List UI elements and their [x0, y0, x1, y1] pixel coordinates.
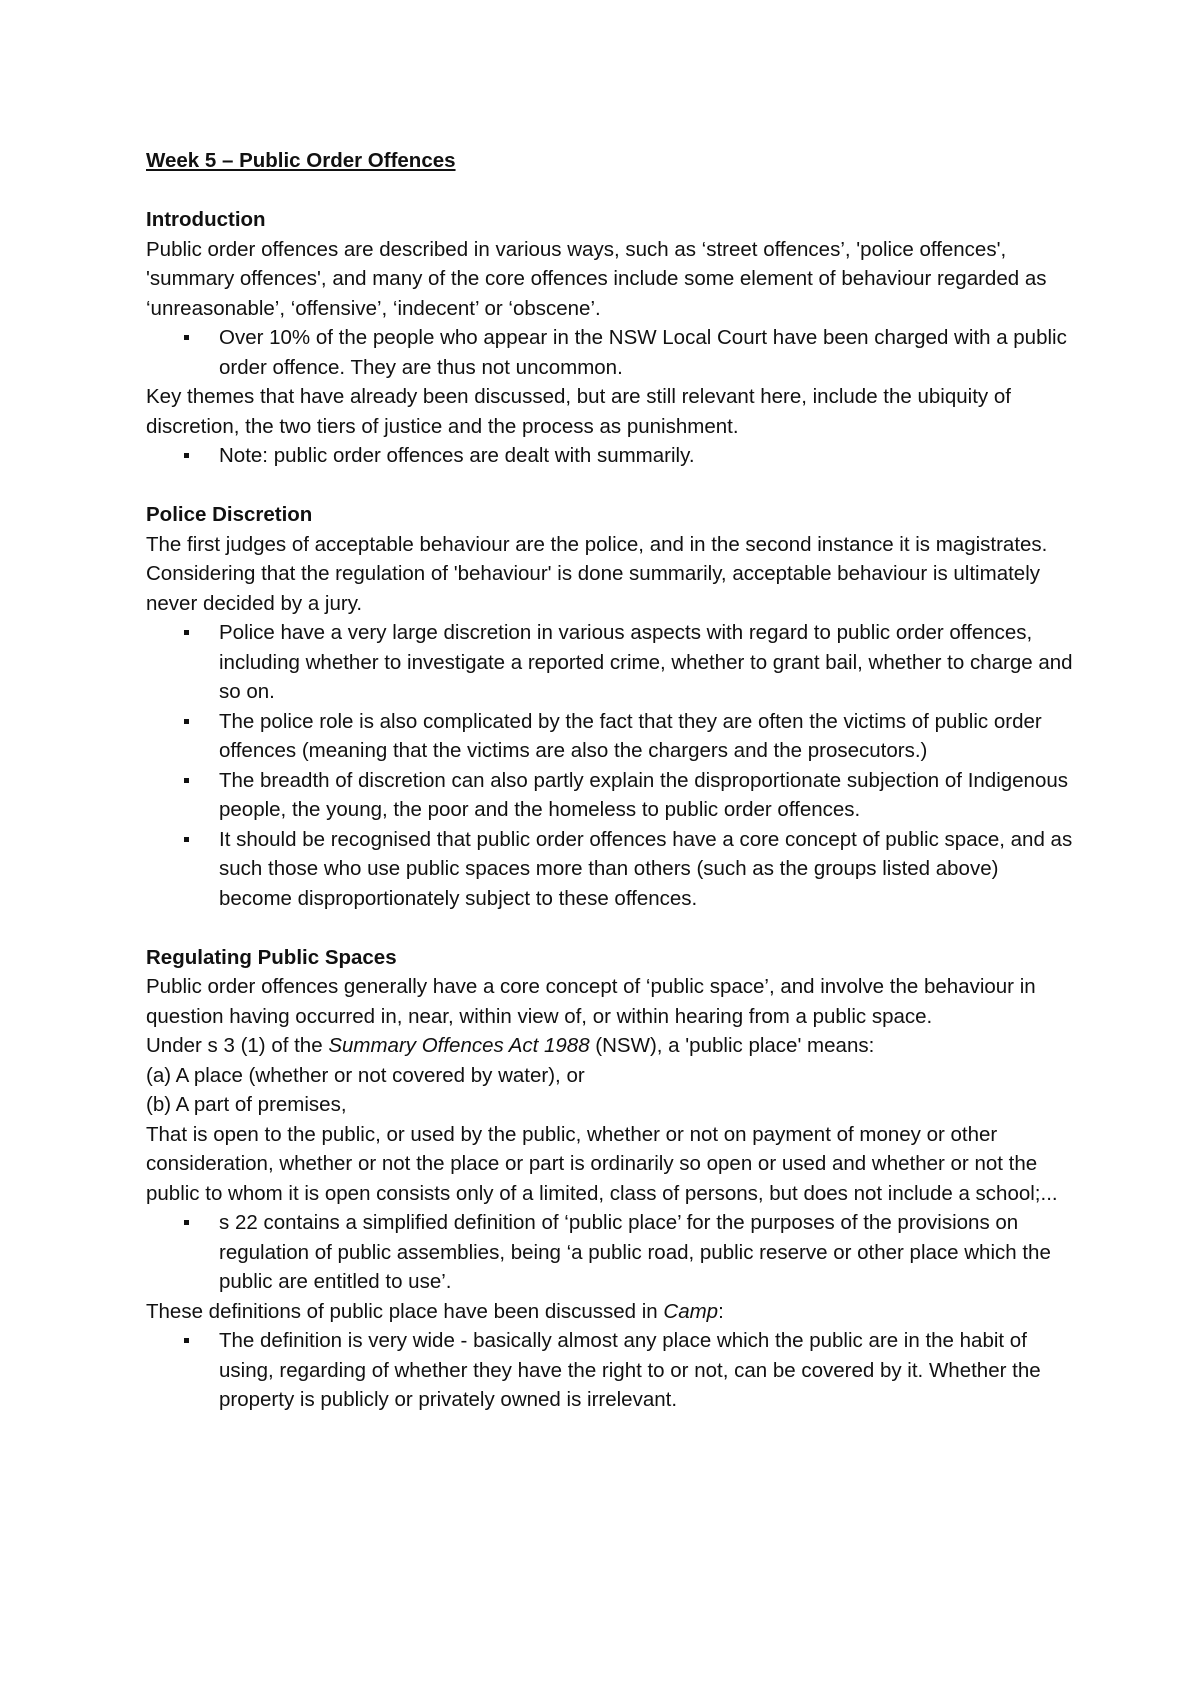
list-item-text: It should be recognised that public order offences have a core concept of public space, and as such those who use public spaces more than others (such as the groups listed above) become disproportionately subject to these offences.	[219, 827, 1073, 910]
section-regulating-public-spaces	[146, 943, 1076, 1415]
spacer	[146, 471, 1076, 501]
police-paragraph: The first judges of acceptable behaviour are the police, and in the second instance it is magistrates. Considering that the regulation of 'behaviour' is done summarily, acceptable behaviour is ultimately never decided by a jury.	[146, 532, 1048, 615]
camp-reference	[146, 1297, 1076, 1327]
list-item-text: Over 10% of the people who appear in the NSW Local Court have been charged with a public order offence. They are thus not uncommon.	[219, 326, 1067, 379]
list-item-text: The definition is very wide - basically almost any place which the public are in the habit of using, regarding of whether they have the right to or not, can be covered by it. Whether the property is publicly or privately owned is irrelevant.	[219, 1329, 1041, 1411]
list-item	[146, 766, 1076, 825]
spacer	[146, 913, 1076, 943]
list-item-text: The breadth of discretion can also partly explain the disproportionate subjection of Indigenous people, the young, the poor and the homeless to public order offences.	[219, 768, 1069, 821]
square-bullet-icon	[184, 1338, 189, 1343]
statute-prefix: Under s 3 (1) of the	[146, 1034, 329, 1057]
section-heading-introduction: Introduction	[146, 208, 266, 231]
spacer	[146, 176, 1076, 206]
statute-act-name: Summary Offences Act 1988	[328, 1034, 590, 1057]
spaces-paragraph-2: That is open to the public, or used by the public, whether or not on payment of money or other consideration, whether or not the place or part is ordinarily so open or used and whether or not the public to whom it is open consists only of a limited, class of persons, but does not include a school;...	[146, 1122, 1058, 1205]
camp-prefix: These definitions of public place have been discussed in	[146, 1299, 664, 1323]
section-police-discretion	[146, 500, 1076, 913]
document-page	[146, 146, 1076, 1415]
list-item	[146, 323, 1076, 382]
definition-item-a: (a) A place (whether or not covered by water), or	[146, 1063, 585, 1087]
square-bullet-icon	[184, 453, 189, 458]
police-bullet-list	[146, 618, 1076, 913]
section-introduction	[146, 205, 1076, 471]
section-heading-regulating-public-spaces: Regulating Public Spaces	[146, 945, 397, 969]
list-item	[146, 441, 1076, 471]
spaces-paragraph-1: Public order offences generally have a core concept of ‘public space’, and involve the behaviour in question having occurred in, near, within view of, or within hearing from a public space.	[146, 975, 1036, 1028]
section-heading-police-discretion: Police Discretion	[146, 503, 313, 526]
square-bullet-icon	[184, 630, 189, 635]
spaces-bullet-list-2	[146, 1326, 1076, 1415]
spaces-bullet-list-1	[146, 1208, 1076, 1297]
square-bullet-icon	[184, 1220, 189, 1225]
square-bullet-icon	[184, 719, 189, 724]
definition-item-b: (b) A part of premises,	[146, 1093, 347, 1116]
page-title: Week 5 – Public Order Offences	[146, 149, 456, 172]
list-item	[146, 1326, 1076, 1415]
square-bullet-icon	[184, 778, 189, 783]
statute-suffix: (NSW), a 'public place' means:	[589, 1034, 875, 1057]
square-bullet-icon	[184, 837, 189, 842]
camp-suffix: :	[718, 1299, 724, 1323]
statute-reference	[146, 1031, 1076, 1061]
list-item-text: s 22 contains a simplified definition of ‘public place’ for the purposes of the provisions on regulation of public assemblies, being ‘a public road, public reserve or other place which the public are entitled to use’.	[219, 1211, 1051, 1293]
intro-bullet-list-1	[146, 323, 1076, 382]
intro-paragraph-1: Public order offences are described in various ways, such as ‘street offences’, 'police offences', 'summary offences', and many of the core offences include some element of behaviour regarded as ‘unreasonable’, ‘offensive’, ‘indecent’ or ‘obscene’.	[146, 237, 1047, 320]
camp-case-name: Camp	[663, 1299, 719, 1323]
list-item-text: Note: public order offences are dealt with summarily.	[219, 444, 695, 467]
intro-paragraph-2: Key themes that have already been discussed, but are still relevant here, include the ubiquity of discretion, the two tiers of justice and the process as punishment.	[146, 385, 1011, 438]
intro-bullet-list-2	[146, 441, 1076, 471]
list-item	[146, 825, 1076, 914]
list-item-text: The police role is also complicated by the fact that they are often the victims of public order offences (meaning that the victims are also the chargers and the prosecutors.)	[219, 709, 1042, 762]
square-bullet-icon	[184, 335, 189, 340]
list-item	[146, 618, 1076, 707]
list-item	[146, 707, 1076, 766]
list-item	[146, 1208, 1076, 1297]
list-item-text: Police have a very large discretion in various aspects with regard to public order offences, including whether to investigate a reported crime, whether to grant bail, whether to charge and so on.	[219, 621, 1073, 703]
